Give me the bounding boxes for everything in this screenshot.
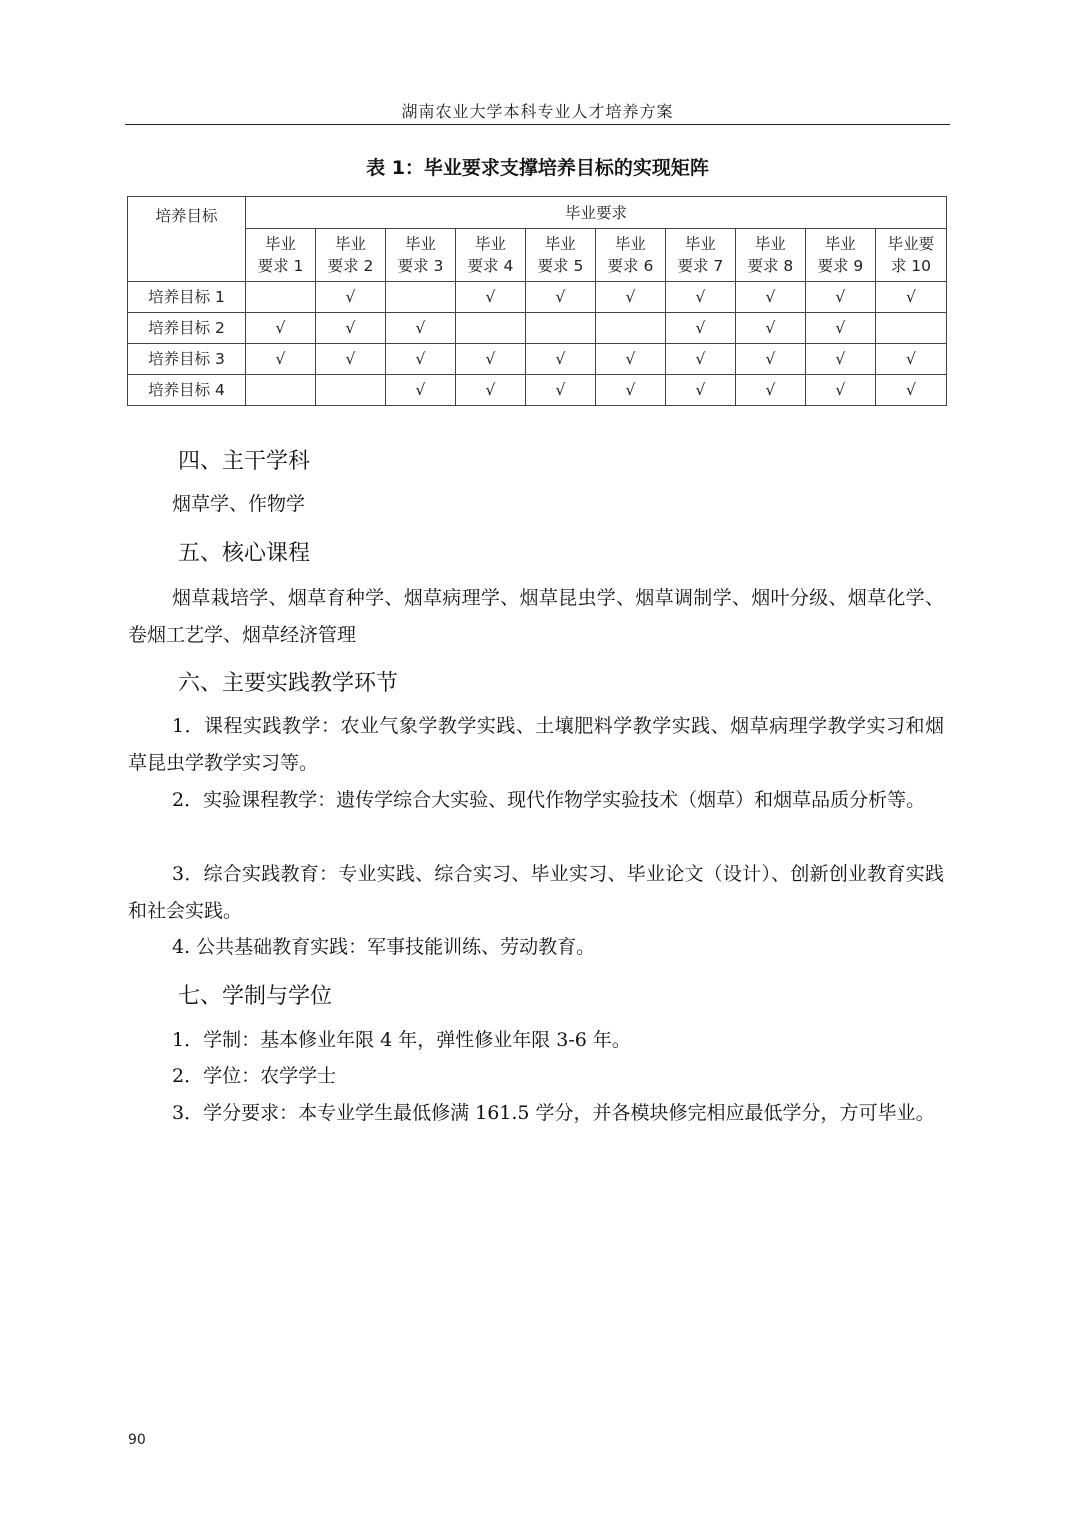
- matrix-cell: √: [246, 313, 316, 344]
- matrix-cell: √: [735, 282, 805, 313]
- matrix-cell: √: [525, 282, 595, 313]
- practice-item-3: 3．综合实践教育：专业实践、综合实习、毕业实习、毕业论文（设计）、创新创业教育实践和社会实践。: [128, 863, 944, 922]
- running-header: 湖南农业大学本科专业人才培养方案: [401, 102, 674, 121]
- row-label: 培养目标 1: [128, 282, 246, 313]
- matrix-cell: √: [595, 375, 665, 406]
- row-label: 培养目标 4: [128, 375, 246, 406]
- goal-column-header: 培养目标: [128, 197, 246, 282]
- page-number: 90: [128, 1432, 146, 1448]
- practice-item-2: 2．实验课程教学：遗传学综合大实验、现代作物学实验技术（烟草）和烟草品质分析等。: [172, 789, 926, 811]
- practice-item-4: 4. 公共基础教育实践：军事技能训练、劳动教育。: [172, 936, 596, 958]
- requirement-header-9: 毕业 要求 9: [805, 229, 875, 282]
- matrix-cell: √: [805, 313, 875, 344]
- matrix-cell: √: [246, 344, 316, 375]
- requirement-header-5: 毕业 要求 5: [525, 229, 595, 282]
- header-rule: [125, 124, 950, 125]
- section-heading-main-subjects: 四、主干学科: [178, 449, 311, 474]
- matrix-cell: √: [875, 344, 946, 375]
- degree-item-1: 1．学制：基本修业年限 4 年，弹性修业年限 3-6 年。: [172, 1029, 631, 1051]
- matrix-cell: √: [385, 375, 455, 406]
- matrix-cell: √: [665, 344, 735, 375]
- requirement-header-10: 毕业要 求 10: [875, 229, 946, 282]
- matrix-cell: √: [595, 282, 665, 313]
- matrix-cell: √: [735, 375, 805, 406]
- matrix-cell: √: [665, 313, 735, 344]
- core-courses-text: 烟草栽培学、烟草育种学、烟草病理学、烟草昆虫学、烟草调制学、烟叶分级、烟草化学、卷烟工艺学、烟草经济管理: [128, 587, 944, 646]
- section-heading-degree: 七、学制与学位: [178, 984, 333, 1009]
- matrix-cell: [246, 375, 316, 406]
- row-label: 培养目标 3: [128, 344, 246, 375]
- section-heading-practice: 六、主要实践教学环节: [178, 671, 399, 696]
- requirement-header-8: 毕业 要求 8: [735, 229, 805, 282]
- requirements-group-header: 毕业要求: [246, 197, 947, 229]
- matrix-cell: √: [315, 344, 385, 375]
- matrix-cell: √: [455, 344, 525, 375]
- matrix-cell: √: [315, 313, 385, 344]
- matrix-cell: √: [315, 282, 385, 313]
- matrix-cell: [525, 313, 595, 344]
- requirement-header-7: 毕业 要求 7: [665, 229, 735, 282]
- matrix-cell: [455, 313, 525, 344]
- requirement-header-3: 毕业 要求 3: [385, 229, 455, 282]
- degree-item-2: 2．学位：农学学士: [172, 1065, 337, 1087]
- matrix-cell: [385, 282, 455, 313]
- matrix-cell: [315, 375, 385, 406]
- matrix-cell: [246, 282, 316, 313]
- row-label: 培养目标 2: [128, 313, 246, 344]
- matrix-cell: √: [805, 282, 875, 313]
- matrix-cell: [875, 313, 946, 344]
- matrix-cell: √: [385, 344, 455, 375]
- section-heading-core-courses: 五、核心课程: [178, 541, 311, 566]
- degree-item-3: 3．学分要求：本专业学生最低修满 161.5 学分，并各模块修完相应最低学分，方可毕业。: [172, 1102, 935, 1124]
- matrix-cell: √: [455, 375, 525, 406]
- matrix-cell: √: [665, 375, 735, 406]
- requirement-header-6: 毕业 要求 6: [595, 229, 665, 282]
- table-caption: 表 1：毕业要求支撑培养目标的实现矩阵: [366, 157, 709, 179]
- main-subjects-text: 烟草学、作物学: [172, 493, 306, 515]
- matrix-cell: √: [805, 375, 875, 406]
- matrix-cell: √: [875, 375, 946, 406]
- table-row: [128, 375, 947, 406]
- practice-item-1: 1．课程实践教学：农业气象学教学实践、土壤肥料学教学实践、烟草病理学教学实习和烟草昆虫学教学实习等。: [128, 715, 944, 774]
- matrix-body: [128, 282, 947, 406]
- requirement-header-2: 毕业 要求 2: [315, 229, 385, 282]
- table-row: [128, 282, 947, 313]
- matrix-cell: √: [525, 344, 595, 375]
- matrix-cell: √: [455, 282, 525, 313]
- matrix-cell: [595, 313, 665, 344]
- matrix-cell: √: [665, 282, 735, 313]
- matrix-cell: √: [805, 344, 875, 375]
- requirements-header-row: [128, 229, 947, 282]
- table-row: [128, 313, 947, 344]
- requirement-header-1: 毕业 要求 1: [246, 229, 316, 282]
- requirement-header-4: 毕业 要求 4: [455, 229, 525, 282]
- matrix-cell: √: [595, 344, 665, 375]
- matrix-cell: √: [875, 282, 946, 313]
- matrix-cell: √: [735, 344, 805, 375]
- support-matrix-table: [127, 196, 947, 406]
- matrix-cell: √: [385, 313, 455, 344]
- matrix-cell: √: [735, 313, 805, 344]
- table-row: [128, 344, 947, 375]
- matrix-cell: √: [525, 375, 595, 406]
